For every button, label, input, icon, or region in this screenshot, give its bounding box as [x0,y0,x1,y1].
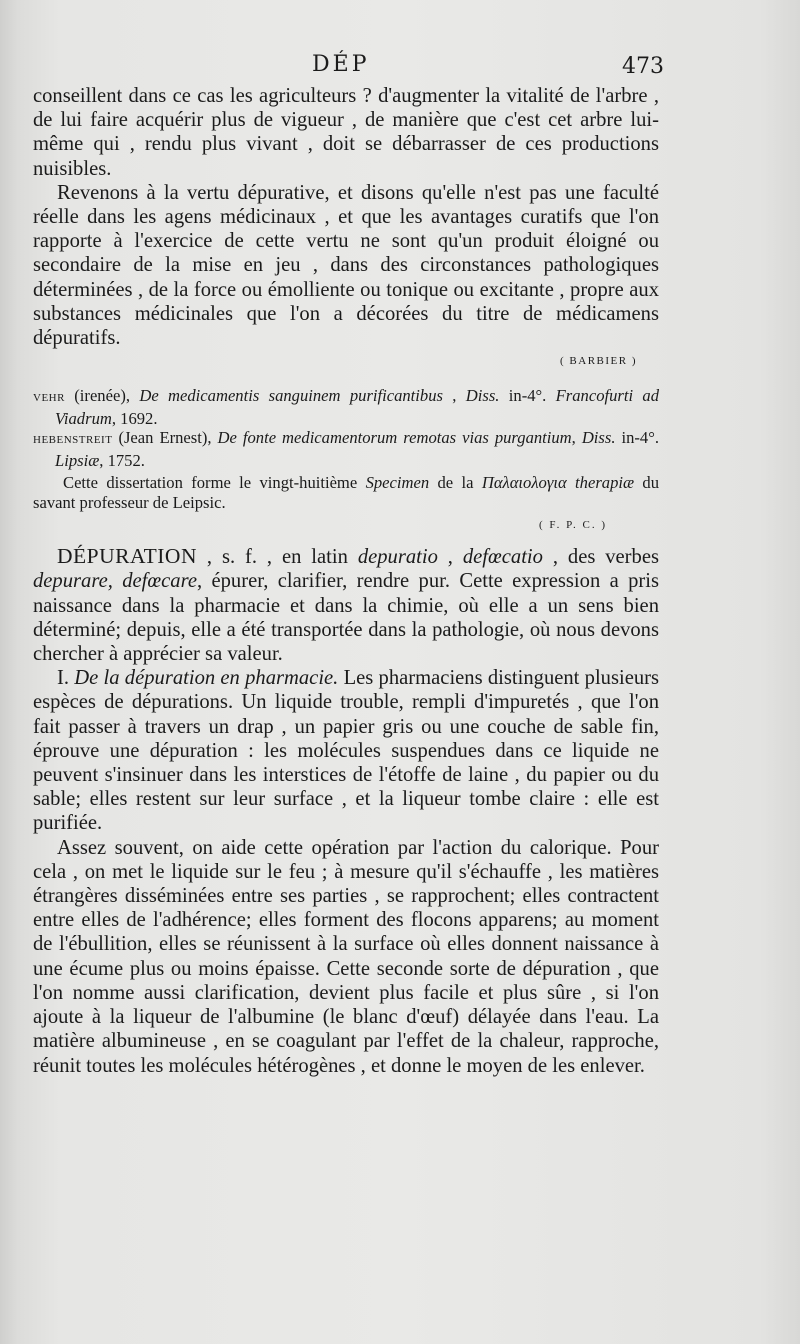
note-therapiae: therapiæ [575,473,635,493]
author-signature-fpc: ( F. P. C. ) [538,519,607,532]
note-text: de la [429,473,482,493]
page-header [0,52,800,82]
bibliography [33,386,659,536]
bibliography-entry-hebenstreit [33,428,659,470]
note-text: Cette dissertation forme le vingt-huitième [63,473,366,493]
body-text [33,84,659,1078]
article-depuration [33,544,659,1077]
work-type: Diss. [465,386,500,406]
latin-term: defœcatio [462,546,543,569]
definition-text: , [437,546,463,569]
author-name: HEBENSTREIT [33,434,113,447]
bibliography-note [33,473,659,512]
paragraph-continuation: conseillent dans ce cas les agriculteurs ? d'augmenter la vitalité de l'arbre , de lui faire acquérir plus de vigueur , de manière que c'est cet arbre lui-même qui , rendu plus vivant , doit se débarrasser de ces productions nuisibles. [33,85,659,180]
note-greek-word: Παλαιολογια [481,473,567,493]
section-text: Les pharmaciens distinguent plusieurs espèces de dépurations. Un liquide trouble, rempli d'impuretés , que l'on fait passer à travers un drap , un papier gris ou une couche de sable fin, éprouve une dépuration : les molécules suspendues dans ce liquide ne peuvent s'insinuer dans les interstices de l'étoffe de laine , du papier ou du sable; elles restent sur leur surface , et la liqueur tombe claire : elle est purifiée. [33,667,660,835]
section-number: I. [57,667,75,690]
section-pharmacy [33,666,659,835]
author-given-name: (irenée), [64,386,140,406]
page-number: 473 [622,54,664,79]
work-title: De medicamentis sanguinem purificantibus [139,386,443,406]
definition-text: , des verbes [542,546,659,569]
work-format: in-4°. [615,428,660,448]
work-year: , 1752. [99,450,145,470]
definition-text: , s. f. , en latin [196,546,358,569]
running-head: DÉP [312,52,370,77]
latin-verbs: depurare, defœcare [33,570,197,593]
paragraph-clarification: Assez souvent, on aide cette opération par l'action du calorique. Pour cela , on met le liquide sur le feu ; à mesure qu'il s'échauffe , les matières étrangères disséminées entre ses parties , se rapprochent; elles contractent entre elles de l'adhérence; elles forment des flocons apparens; au moment de l'ébullition, elles se réunissent à la surface où elles donnent naissance à une écume plus ou moins épaisse. Cette seconde sorte de dépuration , que l'on nomme aussi clarification, devient plus facile et plus sûre , si l'on ajoute à la liqueur de l'albumine (le blanc d'œuf) délayée dans l'eau. La matière albumineuse , en se coagulant par l'effet de la chaleur, rapproche, réunit toutes les molécules hétérogènes , et donne le moyen de les enlever. [33,836,659,1077]
headword: DÉPURATION [57,544,197,569]
bibliography-entry-vehr [33,386,659,428]
depuration-definition [33,544,659,666]
work-type: Diss. [581,428,616,448]
author-signature-barbier: ( BARBIER ) [560,355,637,368]
paragraph-depurative-virtue: Revenons à la vertu dépurative, et disons qu'elle n'est pas une faculté réelle dans les agens médicinaux , et que les avantages curatifs que l'on rapporte à l'exercice de cette vertu ne sont qu'un produit éloigné ou secondaire de la mise en jeu , dans des circonstances pathologiques déterminées , de la force ou émolliente ou tonique ou excitante , propre aux substances médicinales que l'on a décorées du titre de médicamens dépuratifs. [33,181,659,350]
section-title: De la dépuration en pharmacie. [74,667,339,690]
separator: , [442,386,466,406]
latin-term: depuratio [357,546,438,569]
work-place: Francofurti ad Viadrum [55,386,660,428]
author-name: VEHR [33,392,65,405]
work-format: in-4°. [499,386,556,406]
note-specimen: Specimen [365,473,430,493]
author-given-name: (Jean Ernest), [112,428,218,448]
definition-text: , épurer, clarifier, rendre pur. Cette expression a pris naissance dans la pharmacie et dans la chimie, où elle a un sens bien déterminé; depuis, elle a été transportée dans la pathologie, où nous devons chercher à apprécier sa valeur. [33,570,659,666]
work-place: Lipsiæ [55,450,100,470]
work-year: , 1692. [111,408,158,428]
note-text: du savant professeur de Leipsic. [33,473,660,512]
separator: , [571,428,582,448]
work-title: De fonte medicamentorum remotas vias purgantium [217,428,572,448]
